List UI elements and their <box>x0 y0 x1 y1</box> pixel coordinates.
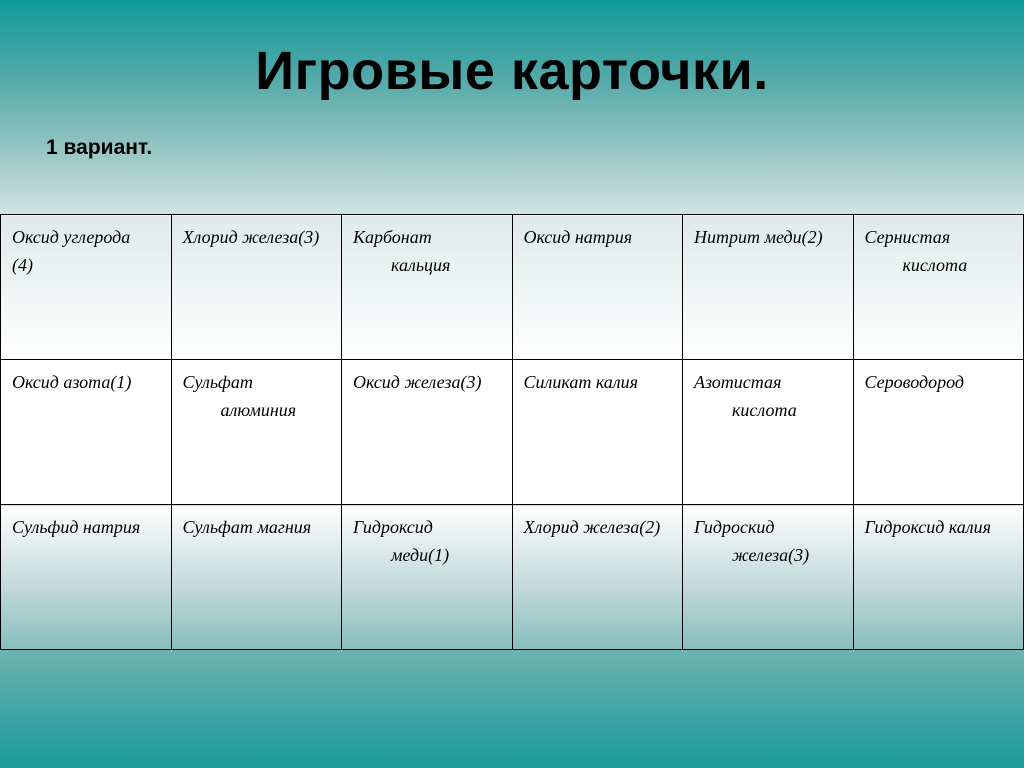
card-text-line2: (4) <box>12 255 33 275</box>
card-text-line1: Хлорид железа(2) <box>523 517 661 537</box>
card-text-line1: Оксид углерода <box>12 227 131 247</box>
card-cell <box>853 215 1024 360</box>
card-cell <box>1 215 172 360</box>
card-cell <box>342 215 513 360</box>
card-cell <box>683 505 854 650</box>
card-text-line2: кислота <box>732 400 797 420</box>
card-cell <box>1 505 172 650</box>
card-text-line1: Хлорид железа(3) <box>182 227 320 247</box>
card-cell <box>683 215 854 360</box>
card-text-line1: Сульфид натрия <box>12 517 141 537</box>
card-text-line1: Гидроксид калия <box>864 517 992 537</box>
cards-table <box>0 214 1024 650</box>
card-text-line2: железа(3) <box>732 545 810 565</box>
card-text-line1: Гидроксид <box>353 517 433 537</box>
card-cell <box>342 505 513 650</box>
variant-label: 1 вариант. <box>46 136 153 159</box>
card-cell <box>1 360 172 505</box>
card-cell <box>342 360 513 505</box>
card-cell <box>171 215 342 360</box>
card-cell <box>512 215 683 360</box>
table-row <box>1 360 1024 505</box>
card-cell <box>512 360 683 505</box>
card-text-line1: Сульфат магния <box>182 517 312 537</box>
card-text-line1: Гидроскид <box>694 517 775 537</box>
card-cell <box>171 360 342 505</box>
card-cell <box>512 505 683 650</box>
card-text-line1: Азотистая <box>694 372 782 392</box>
card-text-line2: кальция <box>391 255 451 275</box>
card-cell <box>171 505 342 650</box>
card-cell <box>853 505 1024 650</box>
card-text-line2: кислота <box>902 255 968 275</box>
card-text-line1: Оксид натрия <box>523 227 633 247</box>
card-text-line1: Сероводород <box>864 372 964 392</box>
page-title: Игровые карточки. <box>255 41 769 101</box>
card-text-line2: алюминия <box>220 400 297 420</box>
card-text-line2: меди(1) <box>391 545 450 565</box>
card-text-line1: Сульфат <box>182 372 253 392</box>
card-text-line1: Оксид азота(1) <box>12 372 132 392</box>
card-text-line1: Оксид железа(3) <box>353 372 482 392</box>
table-row <box>1 505 1024 650</box>
card-text-line1: Нитрит меди(2) <box>694 227 823 247</box>
card-text-line1: Сернистая <box>864 227 951 247</box>
card-cell <box>853 360 1024 505</box>
card-cell <box>683 360 854 505</box>
table-row <box>1 215 1024 360</box>
card-text-line1: Карбонат <box>353 227 432 247</box>
card-text-line1: Силикат калия <box>523 372 639 392</box>
